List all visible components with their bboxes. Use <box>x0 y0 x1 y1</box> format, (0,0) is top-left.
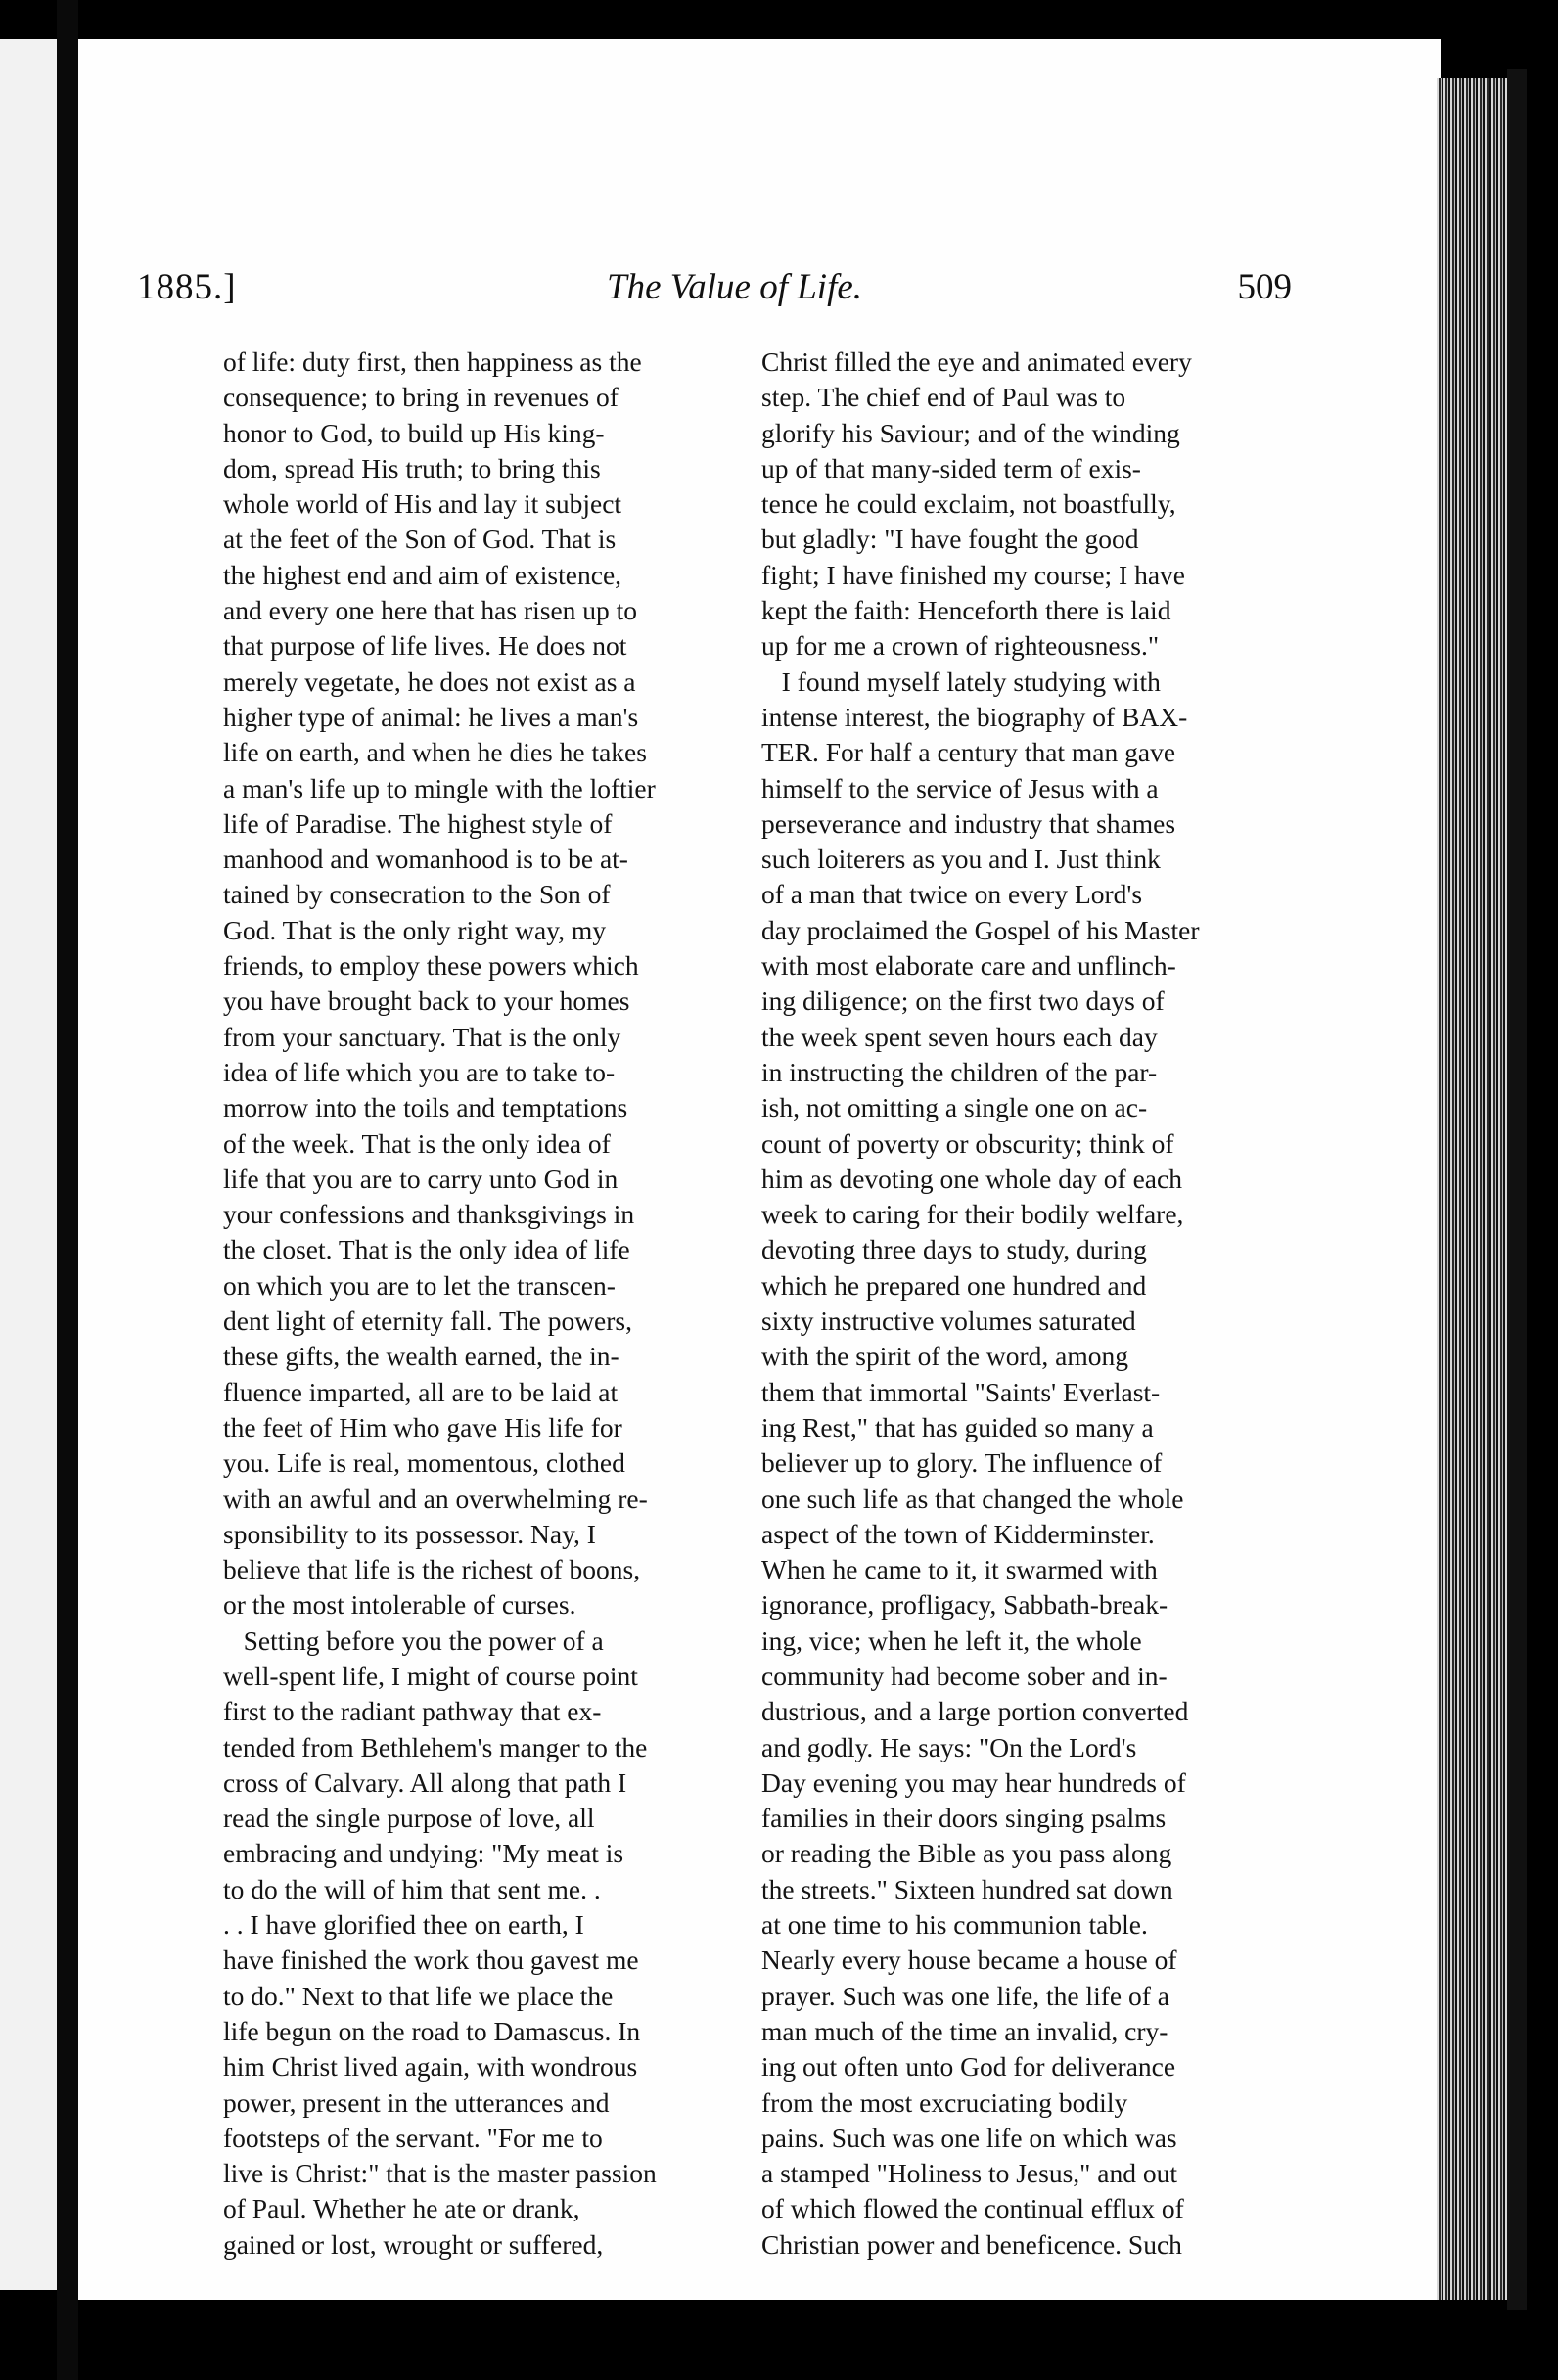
text-line: dom, spread His truth; to bring this <box>223 452 601 483</box>
text-line: manhood and womanhood is to be at- <box>223 844 628 875</box>
text-line: week to caring for their bodily welfare, <box>761 1199 1184 1230</box>
text-line: whole world of His and lay it subject <box>223 488 622 520</box>
text-line: the week spent seven hours each day <box>761 1021 1158 1052</box>
text-line: aspect of the town of Kidderminster. <box>761 1518 1155 1549</box>
text-line: embracing and undying: "My meat is <box>223 1838 624 1869</box>
text-line: prayer. Such was one life, the life of a <box>761 1980 1169 2011</box>
text-line: power, present in the utterances and <box>223 2086 610 2118</box>
text-line: have finished the work thou gavest me <box>223 1945 639 1976</box>
text-line: tained by consecration to the Son of <box>223 879 611 910</box>
text-line: higher type of animal: he lives a man's <box>223 701 639 732</box>
text-line: tence he could exclaim, not boastfully, <box>761 488 1176 520</box>
text-line: life of Paradise. The highest style of <box>223 807 613 839</box>
text-line: from the most excruciating bodily <box>761 2086 1128 2118</box>
text-line: families in their doors singing psalms <box>761 1803 1167 1834</box>
text-line: community had become sober and in- <box>761 1660 1168 1691</box>
text-line: dustrious, and a large portion converted <box>761 1696 1189 1727</box>
text-line: sponsibility to its possessor. Nay, I <box>223 1518 596 1549</box>
text-line: the highest end and aim of existence, <box>223 559 622 590</box>
text-line: devoting three days to study, during <box>761 1234 1147 1265</box>
text-line: ing out often unto God for deliverance <box>761 2051 1176 2082</box>
text-line: believe that life is the richest of boons, <box>223 1554 641 1585</box>
text-line: Day evening you may hear hundreds of <box>761 1766 1186 1798</box>
text-line: I found myself lately studying with <box>761 665 1161 697</box>
text-line: a stamped "Holiness to Jesus," and out <box>761 2158 1177 2189</box>
text-line: tended from Bethlehem's manger to the <box>223 1731 648 1762</box>
text-line: read the single purpose of love, all <box>223 1803 595 1834</box>
text-line: consequence; to bring in revenues of <box>223 382 619 413</box>
text-line: man much of the time an invalid, cry- <box>761 2015 1168 2046</box>
text-line: one such life as that changed the whole <box>761 1483 1184 1514</box>
text-line: your confessions and thanksgivings in <box>223 1199 635 1230</box>
text-line: from your sanctuary. That is the only <box>223 1021 621 1052</box>
text-line: ing diligence; on the first two days of <box>761 985 1165 1017</box>
text-line: in instructing the children of the par- <box>761 1056 1158 1087</box>
text-line: morrow into the toils and temptations <box>223 1092 628 1123</box>
text-line: pains. Such was one life on which was <box>761 2122 1177 2153</box>
text-line: live is Christ:" that is the master passion <box>223 2158 657 2189</box>
text-line: at one time to his communion table. <box>761 1909 1148 1941</box>
running-head-year: 1885.] <box>137 267 237 307</box>
text-line: with an awful and an overwhelming re- <box>223 1483 648 1514</box>
text-line: you. Life is real, momentous, clothed <box>223 1447 625 1479</box>
text-line: Nearly every house became a house of <box>761 1945 1177 1976</box>
text-line: of life: duty first, then happiness as the <box>223 346 642 377</box>
text-line: well-spent life, I might of course point <box>223 1660 638 1691</box>
text-line: cross of Calvary. All along that path I <box>223 1766 627 1798</box>
text-line: which he prepared one hundred and <box>761 1269 1147 1301</box>
text-line: believer up to glory. The influence of <box>761 1447 1163 1479</box>
text-line: or reading the Bible as you pass along <box>761 1838 1172 1869</box>
text-line: himself to the service of Jesus with a <box>761 772 1159 803</box>
text-line: gained or lost, wrought or suffered, <box>223 2228 604 2260</box>
text-line: or the most intolerable of curses. <box>223 1589 576 1621</box>
text-line: that purpose of life lives. He does not <box>223 630 627 662</box>
text-line: with most elaborate care and unflinch- <box>761 950 1176 982</box>
text-line: the feet of Him who gave His life for <box>223 1411 622 1442</box>
text-line: to do the will of him that sent me. . <box>223 1873 601 1904</box>
text-line: Christian power and beneficence. Such <box>761 2228 1182 2260</box>
text-line: such loiterers as you and I. Just think <box>761 844 1161 875</box>
text-line: fight; I have finished my course; I have <box>761 559 1185 590</box>
text-line: these gifts, the wealth earned, the in- <box>223 1341 619 1372</box>
text-line: . . I have glorified thee on earth, I <box>223 1909 584 1941</box>
text-line: of a man that twice on every Lord's <box>761 879 1143 910</box>
text-line: of which flowed the continual efflux of <box>761 2193 1184 2224</box>
page-number: 509 <box>1237 267 1292 307</box>
text-line: footsteps of the servant. "For me to <box>223 2122 603 2153</box>
text-line: TER. For half a century that man gave <box>761 737 1176 768</box>
text-line: of Paul. Whether he ate or drank, <box>223 2193 580 2224</box>
text-line: ing, vice; when he left it, the whole <box>761 1625 1142 1656</box>
text-line: but gladly: "I have fought the good <box>761 524 1139 555</box>
text-line: them that immortal "Saints' Everlast- <box>761 1376 1161 1407</box>
text-line: life that you are to carry unto God in <box>223 1163 619 1194</box>
text-line: honor to God, to build up His king- <box>223 417 605 448</box>
text-line: friends, to employ these powers which <box>223 950 639 982</box>
text-line: ignorance, profligacy, Sabbath-break- <box>761 1589 1168 1621</box>
text-line: glorify his Saviour; and of the winding <box>761 417 1180 448</box>
text-line: sixty instructive volumes saturated <box>761 1305 1136 1337</box>
running-head <box>137 266 1292 315</box>
text-line: Christ filled the eye and animated every <box>761 346 1192 377</box>
text-line: up of that many-sided term of exis- <box>761 452 1141 483</box>
binding-gutter <box>57 0 78 2380</box>
text-line: When he came to it, it swarmed with <box>761 1554 1158 1585</box>
text-line: on which you are to let the transcen- <box>223 1269 616 1301</box>
text-line: fluence imparted, all are to be laid at <box>223 1376 619 1407</box>
running-head-title: The Value of Life. <box>607 267 863 307</box>
text-line: dent light of eternity fall. The powers, <box>223 1305 632 1337</box>
text-line: merely vegetate, he does not exist as a <box>223 665 636 697</box>
text-line: and godly. He says: "On the Lord's <box>761 1731 1137 1762</box>
text-line: with the spirit of the word, among <box>761 1341 1129 1372</box>
text-line: God. That is the only right way, my <box>223 914 607 945</box>
text-line: intense interest, the biography of BAX- <box>761 701 1188 732</box>
text-line: at the feet of the Son of God. That is <box>223 524 617 555</box>
text-line: him Christ lived again, with wondrous <box>223 2051 638 2082</box>
text-line: him as devoting one whole day of each <box>761 1163 1182 1194</box>
page-edge-shadow <box>1507 69 1527 2310</box>
text-line: kept the faith: Henceforth there is laid <box>761 595 1171 626</box>
right-text-column <box>761 344 1280 2263</box>
text-line: idea of life which you are to take to- <box>223 1056 616 1087</box>
text-line: of the week. That is the only idea of <box>223 1127 611 1159</box>
text-line: Setting before you the power of a <box>223 1625 604 1656</box>
text-line: the closet. That is the only idea of life <box>223 1234 630 1265</box>
text-line: the streets." Sixteen hundred sat down <box>761 1873 1173 1904</box>
text-line: first to the radiant pathway that ex- <box>223 1696 602 1727</box>
text-line: to do." Next to that life we place the <box>223 1980 614 2011</box>
facing-page-edge <box>0 39 57 2290</box>
text-line: life begun on the road to Damascus. In <box>223 2015 641 2046</box>
text-line: and every one here that has risen up to <box>223 595 638 626</box>
left-text-column <box>223 344 742 2263</box>
text-line: day proclaimed the Gospel of his Master <box>761 914 1200 945</box>
text-line: count of poverty or obscurity; think of <box>761 1127 1174 1159</box>
text-line: life on earth, and when he dies he takes <box>223 737 647 768</box>
text-line: step. The chief end of Paul was to <box>761 382 1126 413</box>
text-line: a man's life up to mingle with the loftier <box>223 772 656 803</box>
text-line: perseverance and industry that shames <box>761 807 1176 839</box>
text-line: ish, not omitting a single one on ac- <box>761 1092 1148 1123</box>
text-line: you have brought back to your homes <box>223 985 630 1017</box>
text-line: up for me a crown of righteousness." <box>761 630 1160 662</box>
text-line: ing Rest," that has guided so many a <box>761 1411 1154 1442</box>
